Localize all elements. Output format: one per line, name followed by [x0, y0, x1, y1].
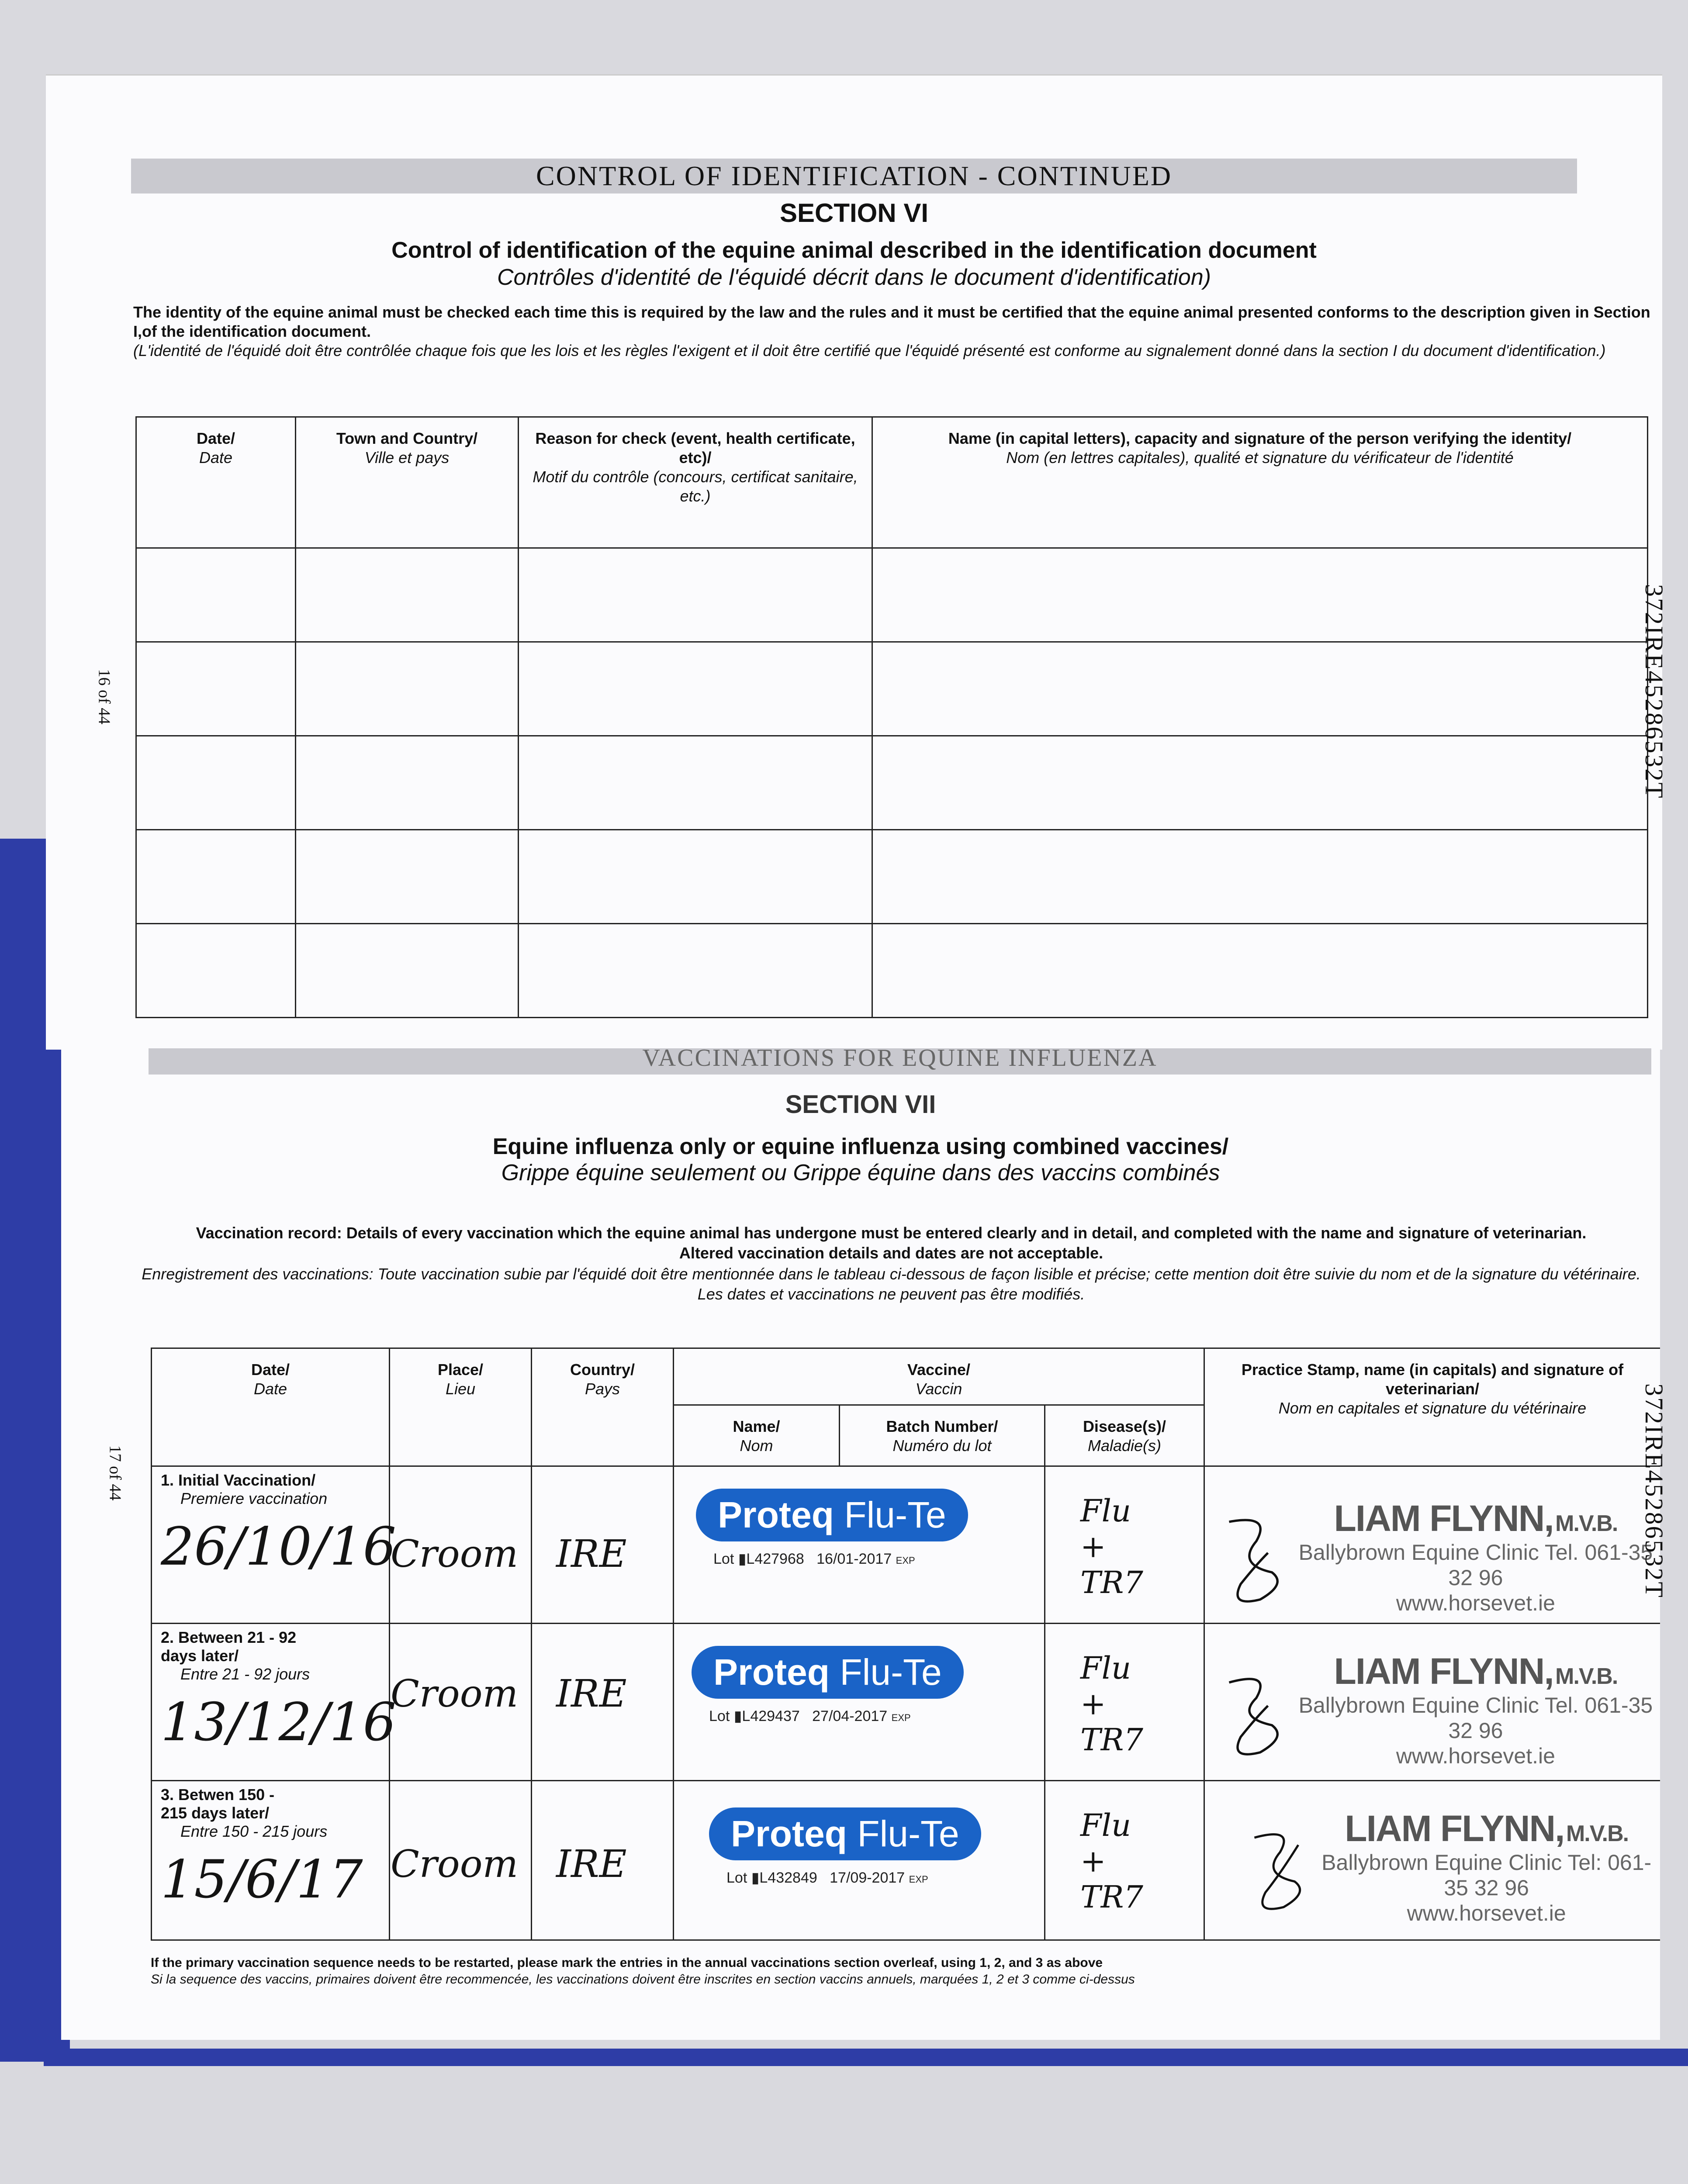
- identity-check-table: [135, 416, 1648, 1018]
- col-verifier-header: Name (in capital letters), capacity and signature of the person verifying the identity/ Nom (en lettres capitales), qualité et signature du vérificateur de l'identité: [872, 417, 1648, 548]
- signature-icon: [1214, 1653, 1291, 1766]
- vet-stamp-cell: LIAM FLYNN, M.V.B. Ballybrown Equine Clinic Tel: 061-35 32 96 www.horsevet.ie: [1204, 1781, 1660, 1940]
- passport-cover-bottom: [44, 2049, 1688, 2066]
- section7-intro-en: Vaccination record: Details of every vaccination which the equine animal has undergone must be entered clearly and in detail, and completed with the name and signature of veterinarian. Altered vaccination details and dates are not acceptable.: [196, 1224, 1587, 1262]
- vet-stamp-cell: LIAM FLYNN, M.V.B. Ballybrown Equine Clinic Tel. 061-35 32 96 www.horsevet.ie: [1204, 1466, 1660, 1624]
- vaccination-row-3: [152, 1781, 1660, 1940]
- place-cell: Croom: [390, 1466, 532, 1624]
- col-place-header: Place/ Lieu: [390, 1348, 532, 1466]
- cell: [136, 736, 296, 830]
- page-17: [61, 1048, 1660, 2040]
- side-id-number-top: 372IRE45286532T: [1640, 584, 1668, 799]
- signature-icon: [1240, 1810, 1313, 1924]
- disease-cell: Flu + TR7: [1045, 1466, 1204, 1624]
- vaccination-date-cell: 1. Initial Vaccination/ Premiere vaccination 26/10/16: [152, 1466, 390, 1624]
- vaccination-row-1: [152, 1466, 1660, 1624]
- proteq-label: Proteq Flu-Te: [696, 1489, 968, 1541]
- page-16: [46, 74, 1662, 1050]
- country-cell: IRE: [532, 1781, 674, 1940]
- cell: [872, 548, 1648, 642]
- cell: [872, 642, 1648, 736]
- section7-title-fr: Grippe équine seulement ou Grippe équine dans des vaccins combinés: [501, 1160, 1220, 1185]
- cell: [519, 736, 872, 830]
- cell: [872, 830, 1648, 924]
- country-cell: IRE: [532, 1466, 674, 1624]
- country-cell: IRE: [532, 1624, 674, 1781]
- vaccination-date-cell: 2. Between 21 - 92 days later/ Entre 21 - 92 jours 13/12/16: [152, 1624, 390, 1781]
- proteq-label: Proteq Flu-Te: [709, 1807, 981, 1860]
- place-cell: Croom: [390, 1781, 532, 1940]
- cell: [519, 642, 872, 736]
- disease-cell: Flu + TR7: [1045, 1624, 1204, 1781]
- handwritten-date: 15/6/17: [161, 1849, 363, 1910]
- section7-intro-fr: Enregistrement des vaccinations: Toute vaccination subie par l'équidé doit être mentionnée dans le tableau ci-dessous de façon lisible et précise; cette mention doit être suivie du nom et de la signature du vétérinaire. Les dates et vaccinations ne peuvent pas être modifiés.: [142, 1265, 1641, 1303]
- section7-footer: If the primary vaccination sequence needs to be restarted, please mark the entries in the annual vaccinations section overleaf, using 1, 2, and 3 as above Si la sequence des vaccins, primaires doivent être recommencée, les vaccinations doivent être inscrites en section vaccins annuels, marquées 1, 2 et 3 comme ci-dessus: [151, 1956, 1135, 1987]
- cell: [872, 736, 1648, 830]
- section7-banner: VACCINATIONS FOR EQUINE INFLUENZA: [149, 1048, 1651, 1075]
- cell: [296, 736, 519, 830]
- cell: [296, 548, 519, 642]
- cell: [136, 830, 296, 924]
- cell: [136, 924, 296, 1018]
- cell: [519, 924, 872, 1018]
- vaccine-sticker: Proteq Flu-Te Lot ▮L427968 16/01-2017 EXP: [674, 1466, 1045, 1624]
- vet-stamp-cell: LIAM FLYNN, M.V.B. Ballybrown Equine Clinic Tel. 061-35 32 96 www.horsevet.ie: [1204, 1624, 1660, 1781]
- vaccination-date-cell: 3. Betwen 150 - 215 days later/ Entre 150 - 215 jours 15/6/17: [152, 1781, 390, 1940]
- cell: [519, 830, 872, 924]
- side-id-number-bottom: 372IRE45286532T: [1640, 1383, 1668, 1599]
- cell: [136, 548, 296, 642]
- col-reason-header: Reason for check (event, health certificate, etc)/ Motif du contrôle (concours, certificat sanitaire, etc.): [519, 417, 872, 548]
- disease-cell: Flu + TR7: [1045, 1781, 1204, 1940]
- table-row: [136, 548, 1648, 642]
- table-row: [136, 642, 1648, 736]
- place-cell: Croom: [390, 1624, 532, 1781]
- cell: [872, 924, 1648, 1018]
- col-country-header: Country/ Pays: [532, 1348, 674, 1466]
- cell: [296, 642, 519, 736]
- page-number-17: 17 of 44: [106, 1445, 125, 1501]
- col-vaccine-header: Vaccine/ Vaccin: [674, 1348, 1204, 1405]
- col-date-header: Date/ Date: [152, 1348, 390, 1466]
- section6-heading: SECTION VI: [779, 198, 929, 228]
- section6-intro-en: The identity of the equine animal must be checked each time this is required by the law and the rules and it must be certified that the equine animal presented conforms to the description given in Section I,of the identification document.: [133, 303, 1650, 340]
- table-row: [136, 736, 1648, 830]
- col-disease-header: Disease(s)/ Maladie(s): [1045, 1405, 1204, 1466]
- cell: [296, 924, 519, 1018]
- vaccine-sticker: Proteq Flu-Te Lot ▮L429437 27/04-2017 EXP: [674, 1624, 1045, 1781]
- handwritten-date: 13/12/16: [161, 1692, 396, 1753]
- vaccination-table: [151, 1348, 1660, 1941]
- col-town-header: Town and Country/ Ville et pays: [296, 417, 519, 548]
- col-date-header: Date/ Date: [136, 417, 296, 548]
- page-number-16: 16 of 44: [95, 669, 114, 725]
- section7-title-en: Equine influenza only or equine influenza using combined vaccines/: [492, 1134, 1229, 1159]
- cell: [296, 830, 519, 924]
- cell: [136, 642, 296, 736]
- table-row: [136, 830, 1648, 924]
- vaccine-sticker: Proteq Flu-Te Lot ▮L432849 17/09-2017 EXP: [674, 1781, 1045, 1940]
- section6-title-fr: Contrôles d'identité de l'équidé décrit dans le document d'identification): [497, 265, 1211, 290]
- col-stamp-header: Practice Stamp, name (in capitals) and signature of veterinarian/ Nom en capitales et signature du vétérinaire: [1204, 1348, 1660, 1466]
- handwritten-date: 26/10/16: [161, 1517, 396, 1577]
- section6-title-en: Control of identification of the equine animal described in the identification document: [391, 238, 1317, 263]
- cell: [519, 548, 872, 642]
- signature-icon: [1214, 1500, 1291, 1614]
- vaccination-row-2: [152, 1624, 1660, 1781]
- proteq-label: Proteq Flu-Te: [692, 1646, 964, 1699]
- section6-intro-fr: (L'identité de l'équidé doit être contrôlée chaque fois que les lois et les règles l'exigent et il doit être certifié que l'équidé présenté est conforme au signalement donné dans la section I du document d'identification.): [133, 342, 1606, 359]
- col-batch-header: Batch Number/ Numéro du lot: [840, 1405, 1045, 1466]
- section6-banner: CONTROL OF IDENTIFICATION - CONTINUED: [131, 159, 1577, 194]
- table-row: [136, 924, 1648, 1018]
- section7-heading: SECTION VII: [785, 1090, 936, 1119]
- col-name-header: Name/ Nom: [674, 1405, 840, 1466]
